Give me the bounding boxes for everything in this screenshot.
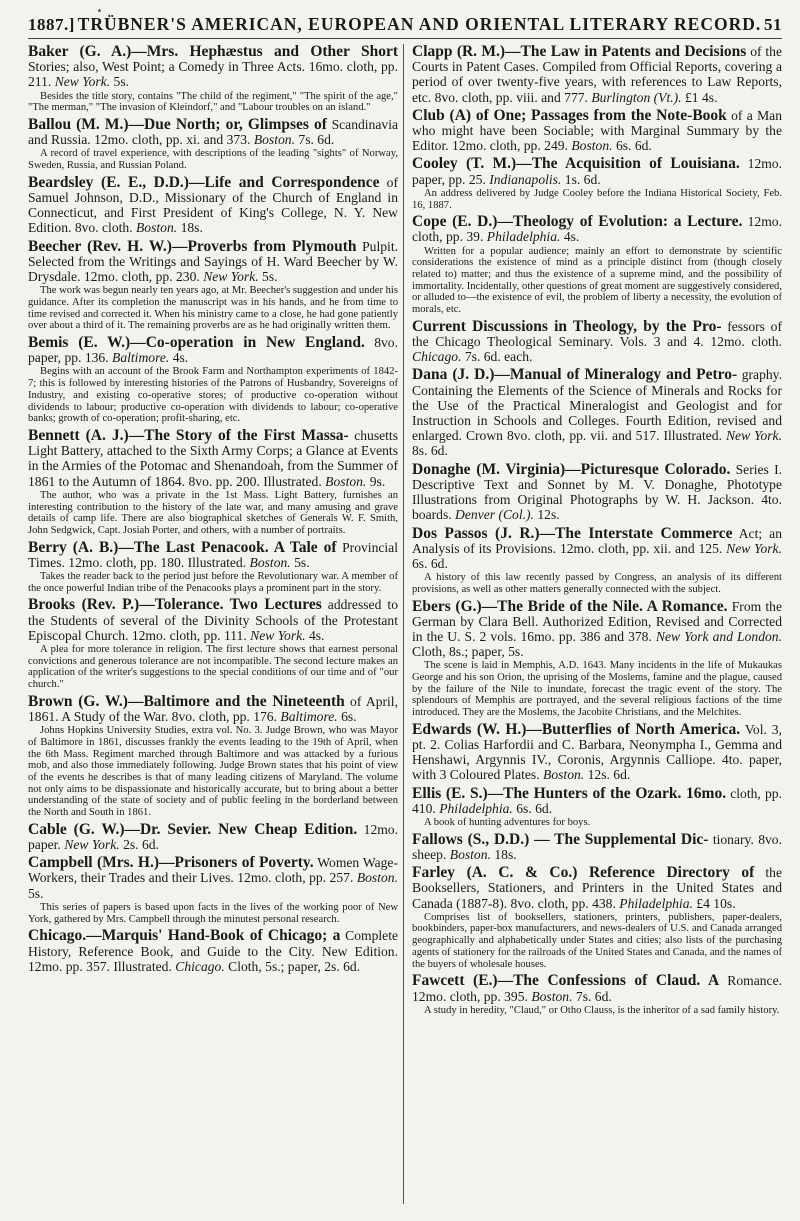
entry-heading bbox=[28, 540, 398, 570]
entry-description: A history of this law recently passed by Congress, an analysis of its different provisions, as well as other matters generally connected with the subject. bbox=[412, 572, 782, 595]
catalog-entry bbox=[28, 855, 398, 925]
entry-details: addressed to the Students of several of the Divinity Schools of the Protestant Episcopal Church. 12mo. cloth, pp. 111. bbox=[28, 597, 398, 643]
entry-description: Written for a popular audience; mainly an effort to demonstrate by scientific considerations the existence of mind as a principle distinct from (though closely related to) matter; and thus the existence of a supreme mind, and the possibility of immortality. Incidentally, other questions of great moment are suggestively considered, or alluded to—the existence of evil, the problem of liberty a necessity, the evolution of morals, etc. bbox=[412, 245, 782, 316]
catalog-entry bbox=[412, 865, 782, 970]
entry-price: 12s. bbox=[537, 507, 560, 523]
entry-details: Scandinavia and Russia. 12mo. cloth, pp. xi. and 373. bbox=[28, 117, 398, 148]
entry-title: Bennett (A. J.)—The Story of the First Massa- bbox=[28, 426, 349, 444]
entry-price: Cloth, 8s.; paper, 5s. bbox=[412, 644, 524, 660]
entry-description: The author, who was a private in the 1st Mass. Light Battery, furnishes an interesting contribution to the history of the late war, and many amusing and grave details of camp life. There are also biographical sketches of Generals W. F. Smith, John Sedgwick, Capt. Josiah Porter, and others, with a number of portraits. bbox=[28, 489, 398, 536]
entry-price: 5s. bbox=[294, 554, 310, 570]
entry-publisher-place: Boston. bbox=[543, 767, 585, 783]
entry-price: 7s. 6d. bbox=[575, 988, 612, 1004]
entry-details: Romance. 12mo. cloth, pp. 395. bbox=[412, 973, 782, 1004]
entry-description: Takes the reader back to the period just before the Revolutionary war. A member of the once powerful Indian tribe of the Penacooks plays a prominent part in the story. bbox=[28, 571, 398, 594]
right-column bbox=[412, 44, 782, 1214]
column-divider bbox=[403, 44, 404, 1204]
entry-heading bbox=[412, 599, 782, 660]
entry-heading bbox=[412, 44, 782, 105]
entry-heading bbox=[412, 462, 782, 523]
entry-price: 5s. bbox=[113, 74, 130, 90]
entry-price: 8s. 6d. bbox=[412, 443, 448, 459]
catalog-entry bbox=[28, 540, 398, 595]
entry-description: A plea for more tolerance in religion. The first lecture shows that earnest personal convictions and generous tolerance are not incompatible. The second lecture makes an application of the writer's suggestions to the special conditions of our time and of "our church." bbox=[28, 644, 398, 691]
entry-heading bbox=[28, 239, 398, 285]
entry-heading bbox=[28, 335, 398, 365]
entry-price: £1 4s. bbox=[685, 89, 718, 105]
entry-price: 6s. 6d. bbox=[615, 138, 652, 154]
entry-title: Clapp (R. M.)—The Law in Patents and Decisions bbox=[412, 44, 747, 60]
page-number: 51 bbox=[764, 15, 782, 34]
entry-heading bbox=[28, 822, 398, 852]
entry-price: 4s. bbox=[172, 350, 189, 366]
entry-title: Edwards (W. H.)—Butterflies of North America. bbox=[412, 720, 741, 738]
entry-price: 6s. bbox=[341, 709, 357, 725]
entry-title: Beecher (Rev. H. W.)—Proverbs from Plymouth bbox=[28, 237, 357, 255]
entry-title: Donaghe (M. Virginia)—Picturesque Colorado. bbox=[412, 460, 731, 478]
entry-publisher-place: New York. bbox=[250, 627, 306, 643]
entry-title: Ebers (G.)—The Bride of the Nile. A Romance. bbox=[412, 597, 728, 615]
catalog-entry bbox=[412, 319, 782, 365]
entry-title: Brown (G. W.)—Baltimore and the Nineteenth bbox=[28, 692, 345, 710]
entry-title: Berry (A. B.)—The Last Penacook. A Tale of bbox=[28, 538, 337, 556]
entry-publisher-place: Boston. bbox=[531, 988, 573, 1004]
entry-title: Cable (G. W.)—Dr. Sevier. New Cheap Edition. bbox=[28, 820, 358, 838]
catalog-entry bbox=[28, 117, 398, 172]
entry-details: 12mo. paper, pp. 25. bbox=[412, 156, 782, 187]
entry-heading bbox=[28, 855, 398, 901]
entry-publisher-place: Philadelphia. bbox=[439, 800, 513, 816]
catalog-entry bbox=[28, 597, 398, 690]
entry-description: A book of hunting adventures for boys. bbox=[424, 817, 591, 829]
entry-publisher-place: Boston. bbox=[356, 870, 398, 886]
entry-title: Cooley (T. M.)—The Acquisition of Louisiana. bbox=[412, 155, 740, 173]
entry-description: The scene is laid in Memphis, A.D. 1643. Many incidents in the life of Mukaukas George and his son Orion, the uprising of the Moslems, famine and the plague, caused by the failure of the Nile to inundate, forecast the tragic event of the story. The splendours of Memphis are portrayed, and the several religious factions of the time introduced. They are the Moslems, the Jacobite Christians, and the Melchites. bbox=[412, 660, 782, 719]
entry-details: tionary. 8vo. sheep. bbox=[412, 831, 782, 862]
catalog-entry bbox=[28, 335, 398, 425]
entry-heading bbox=[412, 973, 782, 1003]
entry-heading bbox=[28, 175, 398, 236]
entry-title: Dos Passos (J. R.)—The Interstate Commerce bbox=[412, 524, 733, 542]
entry-details: of a Man who might have been Sociable; with Marginal Summary by the Editor. 12mo. cloth, pp. 249. bbox=[412, 107, 782, 154]
catalog-entry bbox=[28, 822, 398, 852]
entry-details: Complete History, Reference Book, and Guide to the City. New Edition. 12mo. pp. 357. Illustrated. bbox=[28, 928, 398, 974]
entry-title: Brooks (Rev. P.)—Tolerance. Two Lectures bbox=[28, 596, 322, 614]
page-header bbox=[28, 14, 782, 35]
entry-price: 7s. 6d. each. bbox=[464, 349, 533, 365]
entry-title: Ellis (E. S.)—The Hunters of the Ozark. 16mo. bbox=[412, 784, 727, 802]
entry-description: A record of travel experience, with descriptions of the leading "sights" of Norway, Sweden, Russia, and Russian Poland. bbox=[28, 148, 398, 172]
entry-details: Women Wage-Workers, their Trades and their Lives. 12mo. cloth, pp. 257. bbox=[28, 855, 398, 886]
entry-details: the Booksellers, Stationers, and Printers in the United States and Canada (1887-8). 8vo. cloth, pp. 438. bbox=[412, 865, 782, 911]
entry-publisher-place: New York and London. bbox=[655, 628, 782, 644]
entry-price: 18s. bbox=[180, 220, 203, 236]
entry-publisher-place: New York. bbox=[64, 837, 120, 853]
entry-price: 18s. bbox=[494, 846, 517, 862]
entry-details: Stories; also, West Point; a Comedy in Three Acts. 16mo. cloth, pp. 211. bbox=[28, 59, 398, 90]
entry-details: of April, 1861. A Study of the War. 8vo. cloth, pp. 176. bbox=[28, 693, 398, 725]
entry-heading bbox=[28, 597, 398, 643]
entry-heading bbox=[28, 44, 398, 90]
entry-publisher-place: Boston. bbox=[325, 473, 367, 489]
entry-details: 12mo. cloth, pp. 39. bbox=[412, 214, 782, 245]
header-rule bbox=[28, 38, 782, 39]
entry-description: An address delivered by Judge Cooley before the Indiana Historical Society, Feb. 16, 1887. bbox=[412, 187, 782, 211]
entry-publisher-place: Philadelphia. bbox=[486, 229, 561, 245]
entry-publisher-place: Indianapolis. bbox=[489, 171, 562, 187]
entry-description: A study in heredity, "Claud," or Otho Clauss, is the inheritor of a sad family history. bbox=[424, 1004, 780, 1016]
catalog-entry bbox=[412, 214, 782, 316]
entry-description: Begins with an account of the Brook Farm and Northampton experiments of 1842-7; this is followed by interesting histories of the Patrons of Husbandry, Sovereigns of Industry, and existing co-operative stores; of productive co-operation without dividends to labour; productive co-operation with dividends to labour; co-operative banks; growth of co-operation; profit-sharing, etc. bbox=[28, 366, 398, 425]
entry-title: Ballou (M. M.)—Due North; or, Glimpses of bbox=[28, 116, 327, 134]
entry-title: Baker (G. A.)—Mrs. Hephæstus and Other Short bbox=[28, 44, 398, 60]
entry-publisher-place: Baltimore. bbox=[280, 709, 338, 725]
catalog-entry bbox=[412, 786, 782, 829]
left-column bbox=[28, 44, 398, 1214]
entry-price: 4s. bbox=[308, 627, 325, 643]
entry-details: of Samuel Johnson, D.D., Missionary of the Church of England in Connecticut, and First President of King's College, N. Y. New Edition. 8vo. cloth. bbox=[28, 174, 398, 236]
entry-price: 2s. 6d. bbox=[123, 837, 159, 853]
entry-price: 5s. bbox=[262, 269, 278, 285]
header-title: TRÜBNER'S AMERICAN, EUROPEAN AND ORIENTAL LITERARY RECORD. bbox=[77, 14, 762, 34]
header-year: 1887.] bbox=[28, 15, 75, 34]
entry-publisher-place: Philadelphia. bbox=[619, 895, 693, 911]
entry-details: Vol. 3, pt. 2. Colias Harfordii and C. Barbara, Neonympha I., Gemma and Henshawi, Argynnis IV., Coronis, Argynnis Calliope. 4to. paper, with 3 Coloured Plates. bbox=[412, 721, 782, 783]
catalog-entry bbox=[412, 526, 782, 596]
entry-description: The work was begun nearly ten years ago, at Mr. Beecher's suggestion and under his guidance. After its completion the manuscript was in his hands, and he from time to time revised and corrected it. When his ministry came to a close, he had gone patiently over about a third of it. The remaining proverbs are as he had originally written them. bbox=[28, 285, 398, 332]
entry-price: £4 10s. bbox=[696, 895, 736, 911]
entry-details: 8vo. paper, pp. 136. bbox=[28, 335, 398, 366]
entry-publisher-place: Boston. bbox=[136, 220, 178, 236]
entry-details: graphy. Containing the Elements of the Science of Minerals and Rocks for the Use of the Practical Mineralogist and Geologist and for Instruction in Schools and Colleges. Fourth Edition, revised and enlarged. Crown 8vo. cloth, pp. vii. and 517. Illustrated. bbox=[412, 367, 782, 444]
catalog-entry bbox=[412, 367, 782, 458]
entry-heading bbox=[412, 832, 782, 862]
entry-price: 1s. 6d. bbox=[564, 171, 601, 187]
entry-title: Fawcett (E.)—The Confessions of Claud. A bbox=[412, 972, 720, 990]
entry-price: 9s. bbox=[369, 473, 386, 489]
entry-heading bbox=[412, 722, 782, 783]
entry-details: cloth, pp. 410. bbox=[412, 785, 782, 816]
catalog-entry bbox=[412, 156, 782, 211]
entry-details: Pulpit. Selected from the Writings and Sayings of H. Ward Beecher by W. Drysdale. 12mo. cloth, pp. 230. bbox=[28, 238, 398, 285]
entry-price: 5s. bbox=[28, 885, 44, 901]
entry-price: 6s. 6d. bbox=[412, 555, 448, 571]
catalog-entry bbox=[412, 462, 782, 523]
entry-description: Comprises list of booksellers, stationers, printers, publishers, paper-dealers, bookbinders, paper-box manufacturers, and news-dealers of U.S. and Canada arranged geographically and alphabetically under States and cities; also lists of the purchasing agents of stationery for the railroads of the United States and Canada, and the names of the buyers of wholesale houses. bbox=[412, 911, 782, 970]
entry-title: Beardsley (E. E., D.D.)—Life and Correspondence bbox=[28, 173, 380, 191]
entry-title: Farley (A. C. & Co.) Reference Directory of bbox=[412, 864, 755, 882]
entry-price: Cloth, 5s.; paper, 2s. 6d. bbox=[228, 958, 361, 974]
entry-title: Cope (E. D.)—Theology of Evolution: a Lecture. bbox=[412, 213, 743, 231]
catalog-entry bbox=[28, 175, 398, 236]
entry-publisher-place: New York. bbox=[726, 540, 782, 556]
entry-publisher-place: Boston. bbox=[253, 132, 295, 148]
entry-title: Dana (J. D.)—Manual of Mineralogy and Petro- bbox=[412, 366, 738, 384]
entry-details: chusetts Light Battery, attached to the Sixth Army Corps; a Glance at Events in the Armies of the Potomac and Shenandoah, from the Summer of 1861 to the Autumn of 1864. 8vo. pp. 200. Illustrated. bbox=[28, 427, 398, 489]
entry-publisher-place: Boston. bbox=[249, 554, 291, 570]
entry-title: Bemis (E. W.)—Co-operation in New England. bbox=[28, 334, 365, 352]
entry-title: Club (A) of One; Passages from the Note-Book bbox=[412, 106, 727, 124]
catalog-entry bbox=[28, 428, 398, 537]
entry-publisher-place: Boston. bbox=[571, 138, 613, 154]
entry-details: Act; an Analysis of its Provisions. 12mo. cloth, pp. xii. and 125. bbox=[412, 525, 782, 556]
entry-details: Provincial Times. 12mo. cloth, pp. 180. Illustrated. bbox=[28, 539, 398, 570]
entry-heading bbox=[412, 108, 782, 154]
catalog-entry bbox=[412, 832, 782, 862]
entry-publisher-place: Chicago. bbox=[412, 349, 462, 365]
page-mark: ⋆ bbox=[96, 5, 103, 17]
entry-price: 7s. 6d. bbox=[298, 132, 335, 148]
entry-price: 4s. bbox=[563, 229, 580, 245]
catalog-entry bbox=[28, 44, 398, 114]
entry-details: Series I. Descriptive Text and Sonnet by M. V. Donaghe, Phototype Illustrations from Original Photographs by W. H. Jackson. 4to. boards. bbox=[412, 461, 782, 523]
catalog-entry bbox=[28, 239, 398, 332]
entry-publisher-place: New York. bbox=[54, 74, 111, 90]
entry-details: fessors of the Chicago Theological Seminary. Vols. 3 and 4. 12mo. cloth. bbox=[412, 318, 782, 350]
entry-publisher-place: Baltimore. bbox=[112, 350, 170, 366]
entry-details: 12mo. paper. bbox=[28, 821, 398, 853]
entry-heading bbox=[412, 526, 782, 572]
entry-title: Campbell (Mrs. H.)—Prisoners of Poverty. bbox=[28, 854, 314, 872]
entry-publisher-place: Chicago. bbox=[175, 958, 225, 974]
entry-description: Johns Hopkins University Studies, extra vol. No. 3. Judge Brown, who was Mayor of Baltimore in 1861, discusses frankly the events leading to the 19th of April, when the 6th Mass. Regiment marched through Baltimore and was attacked by a furious mob, and also those immediately following. Judge Brown states that his point of view of the events he describes is that of many leading citizens of Maryland. The volume not only aims to be dispassionate and historically accurate, but to bring about a better understanding of the state of society and of public feeling in the borderland between the North and South in 1861. bbox=[28, 725, 398, 819]
entry-publisher-place: Denver (Col.). bbox=[455, 507, 534, 523]
entry-publisher-place: New York. bbox=[725, 428, 782, 444]
catalog-entry bbox=[412, 599, 782, 719]
entry-details: of the Courts in Patent Cases. Compiled from Official Reports, covering a period of over twenty-five years, with references to Law Reports, etc. 8vo. cloth, pp. viii. and 777. bbox=[412, 44, 782, 105]
entry-heading bbox=[28, 928, 398, 974]
entry-description: Besides the title story, contains "The child of the regiment," "The spirit of the age," "The merman," "The invasion of Kleindorf," and "Labour troubles on an island." bbox=[28, 90, 398, 114]
entry-title: Fallows (S., D.D.) — The Supplemental Dic- bbox=[412, 830, 709, 848]
catalog-entry bbox=[412, 722, 782, 783]
entry-heading bbox=[412, 214, 782, 244]
entry-details: From the German by Clara Bell. Authorized Edition, Revised and Corrected in the U. S. 2 vols. 16mo. pp. 386 and 378. bbox=[412, 598, 782, 644]
entry-heading bbox=[412, 319, 782, 365]
entry-publisher-place: Burlington (Vt.). bbox=[591, 89, 682, 105]
entry-price: 12s. 6d. bbox=[587, 767, 631, 783]
entry-publisher-place: Boston. bbox=[449, 846, 491, 862]
catalog-entry bbox=[28, 694, 398, 819]
entry-title: Chicago.—Marquis' Hand-Book of Chicago; a bbox=[28, 927, 341, 945]
entry-publisher-place: New York. bbox=[203, 269, 259, 285]
catalog-entry bbox=[412, 108, 782, 154]
entry-title: Current Discussions in Theology, by the Pro- bbox=[412, 317, 722, 335]
entry-heading bbox=[412, 786, 782, 816]
entry-heading bbox=[28, 117, 398, 147]
entry-price: 6s. 6d. bbox=[516, 800, 553, 816]
entry-heading bbox=[28, 428, 398, 489]
catalog-entry bbox=[412, 44, 782, 105]
entry-heading bbox=[28, 694, 398, 724]
entry-heading bbox=[412, 865, 782, 911]
entry-heading bbox=[412, 156, 782, 186]
catalog-entry bbox=[412, 973, 782, 1016]
entry-heading bbox=[412, 367, 782, 458]
entry-description: This series of papers is based upon facts in the lives of the working poor of New York, gathered by Mrs. Campbell through the minutest personal research. bbox=[28, 901, 398, 925]
catalog-entry bbox=[28, 928, 398, 974]
